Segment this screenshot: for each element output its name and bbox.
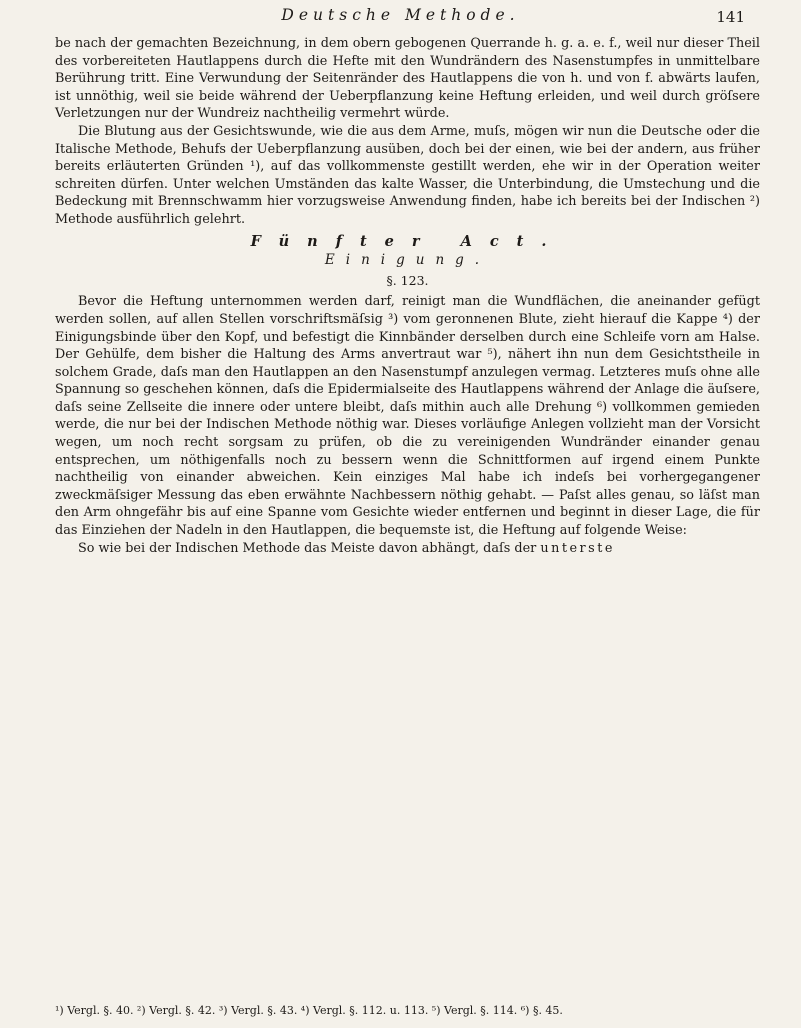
paragraph-1: be nach der gemachten Bezeichnung, in dem obern gebogenen Querrande h. g. a. e. f., weil nur dieser Theil des vorbereiteten Hautlappens durch die Hefte mit den Wundrändern des Nasenstumpfes in unmittelbare Berührung tritt. Eine Verwundung der Seitenränder des Hautlappens die von h. und von f. abwärts laufen, ist unnöthig, weil sie beide während der Ueberpflanzung keine Heftung erleiden, und weil durch gröſsere Verletzungen nur der Wundreiz nachtheilig vermehrt würde. bbox=[55, 36, 760, 122]
running-head bbox=[0, 6, 801, 30]
running-title: Deutsche Methode. bbox=[281, 6, 520, 24]
act-subheading: Einigung. bbox=[324, 252, 491, 269]
paragraph-4-emphasis: unterste bbox=[540, 540, 615, 556]
body-text bbox=[55, 35, 760, 557]
paragraph-4 bbox=[55, 540, 760, 558]
paragraph-2: Die Blutung aus der Gesichtswunde, wie die aus dem Arme, muſs, mögen wir nun die Deutsche oder die Italische Methode, Behufs der Ueberpflanzung ausüben, doch bei der einen, wie bei der andern, aus früher bereits erläuterten Gründen ¹), auf das vollkommenste gestillt werden, ehe wir in der Operation weiter schreiten dürfen. Unter welchen Umständen das kalte Wasser, die Unterbindung, die Umstechung und die Bedeckung mit Brennschwamm hier vorzugsweise Anwendung finden, habe ich bereits bei der Indischen ²) Methode ausführlich gelehrt. bbox=[55, 123, 760, 227]
paragraph-3: Bevor die Heftung unternommen werden darf, reinigt man die Wundflächen, die aneinander gefügt werden sollen, auf allen Stellen vorschriftsmäſsig ³) vom geronnenen Blute, zieht hierauf die Kappe ⁴) der Einigungsbinde über den Kopf, und befestigt die Kinnbänder derselben durch eine Schleife vorn am Halse. Der Gehülfe, dem bisher die Haltung des Arms anvertraut war ⁵), nähert ihn nun dem Gesichtstheile in solchem Grade, daſs man den Hautlappen an den Nasenstumpf anzulegen vermag. Letzteres muſs ohne alle Spannung so geschehen können, daſs die Epidermialseite des Hautlappens während der Anlage die äuſsere, daſs seine Zellseite die innere oder untere bleibt, daſs mithin auch alle Drehung ⁶) vollkommen gemieden werde, die nur bei der Indischen Methode nöthig war. Dieses vorläufige Anlegen vollzieht man der Vorsicht wegen, um noch recht sorgsam zu prüfen, ob die zu vereinigenden Wundränder einander genau entsprechen, um nöthigenfalls noch zu bessern wenn die Schnittformen auf irgend einem Punkte nachtheilig von einander abweichen. Kein einziges Mal habe ich indeſs bei vorhergegangener zweckmäſsiger Messung das eben erwähnte Nachbessern nöthig gehabt. — Paſst alles genau, so läſst man den Arm ohngefähr bis auf eine Spanne vom Gesichte wieder entfernen und beginnt in dieser Lage, die für das Einziehen der Nadeln in den Hautlappen, die bequemste ist, die Heftung auf folgende Weise: bbox=[55, 294, 760, 539]
paragraph-4-text: So wie bei der Indischen Methode das Meiste davon abhängt, daſs der bbox=[78, 540, 537, 556]
footnotes: ¹) Vergl. §. 40. ²) Vergl. §. 42. ³) Vergl. §. 43. ⁴) Vergl. §. 112. u. 113. ⁵) Vergl. §. 114. ⁶) §. 45. bbox=[55, 1004, 563, 1017]
section-number: §. 123. bbox=[386, 272, 429, 288]
act-heading: Fünfter Act. bbox=[250, 232, 565, 250]
page-number: 141 bbox=[716, 8, 745, 26]
